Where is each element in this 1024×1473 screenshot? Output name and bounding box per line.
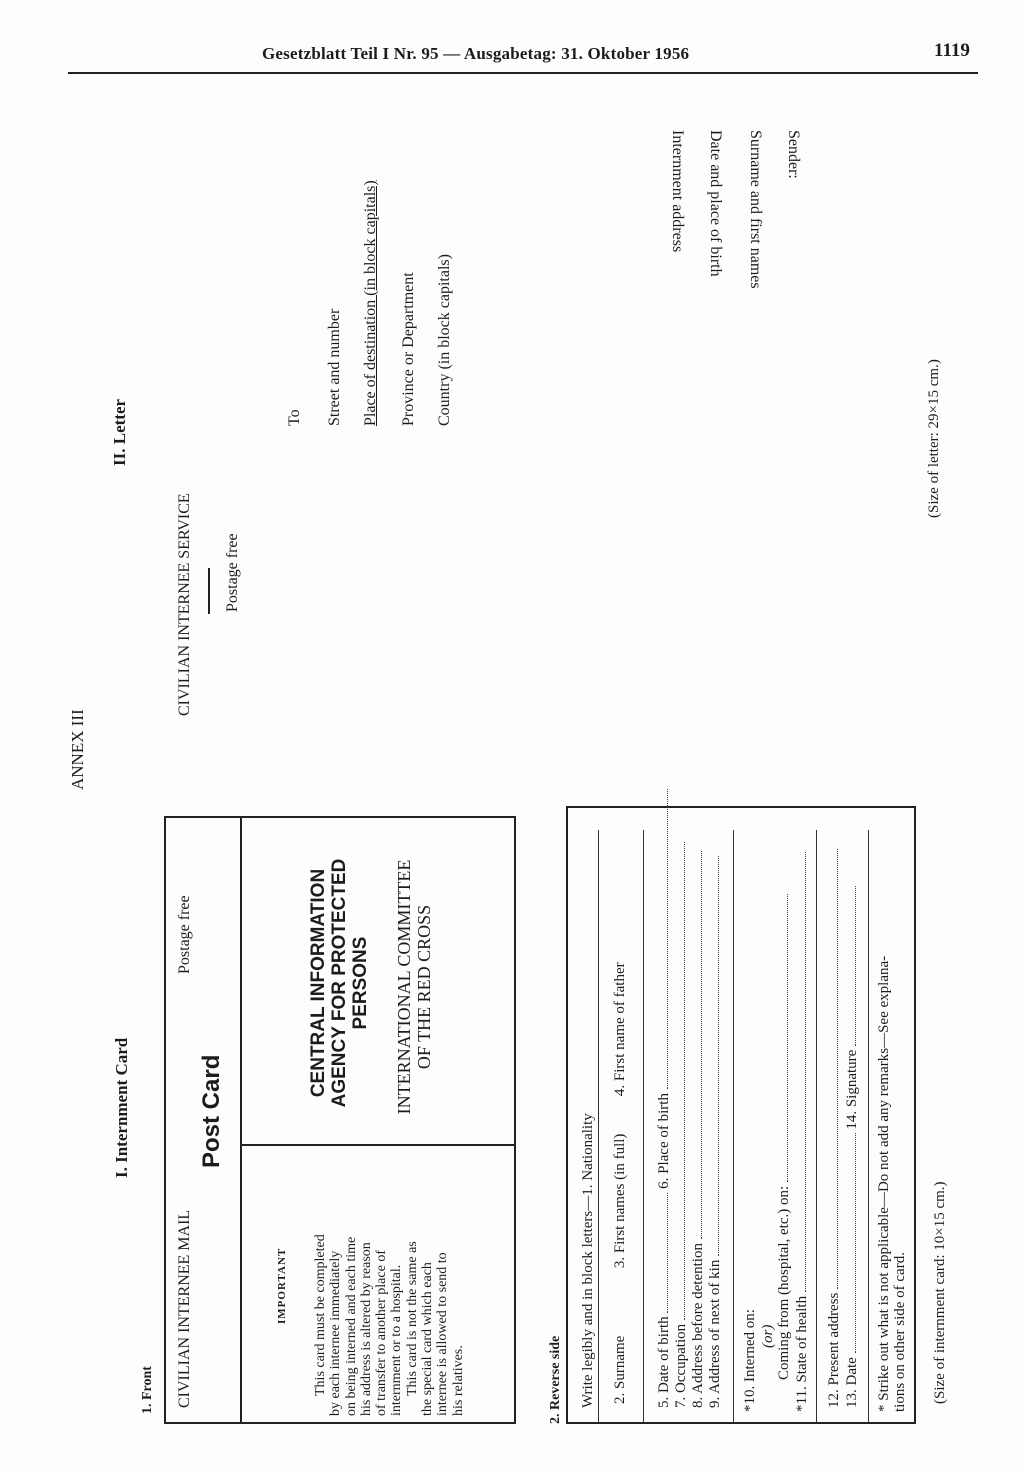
- form-line: [776, 894, 793, 1380]
- gazette-header: Gesetzblatt Teil I Nr. 95 — Ausgabetag: 31. Oktober 1956: [262, 44, 690, 63]
- important-heading: IMPORTANT: [276, 1247, 288, 1324]
- next-of-kin-label: 9. Address of next of kin: [707, 1259, 723, 1408]
- annex-title: ANNEX III: [68, 709, 87, 790]
- agency-line: PERSONS: [350, 936, 371, 1030]
- front-label: 1. Front: [140, 1366, 155, 1414]
- committee-name: [394, 841, 434, 1133]
- agency-name: [308, 854, 371, 1112]
- instruction-line: of transfer to another place of: [374, 1250, 390, 1416]
- father-name-field-label: 4. First name of father: [612, 962, 628, 1097]
- dotted-fill: [684, 842, 685, 1320]
- form-rule: [598, 830, 599, 1422]
- service-rule: [208, 568, 210, 614]
- sender-birth-label: Date and place of birth: [707, 130, 724, 277]
- dotted-fill: [667, 789, 668, 1089]
- dotted-fill: [855, 1133, 856, 1353]
- province-label: Province or Department: [400, 272, 417, 426]
- instruction-line: his relatives.: [450, 1345, 466, 1416]
- agency-line: AGENCY FOR PROTECTED: [329, 858, 350, 1108]
- sender-label: Sender:: [785, 130, 802, 179]
- dotted-fill: [667, 1193, 668, 1313]
- instruction-line: This card is not the same as: [404, 1241, 420, 1396]
- instruction-line: the special card which each: [420, 1262, 436, 1416]
- letter-title: II. Letter: [110, 398, 129, 466]
- surname-field-label: 2. Surname: [612, 1335, 628, 1404]
- instruction-line: by each internee immediately: [328, 1250, 344, 1416]
- state-of-health-label: *11. State of health: [794, 1295, 810, 1412]
- instruction-line: internee is allowed to send to: [435, 1252, 451, 1416]
- destination-label: Place of destination (in block capitals): [362, 180, 379, 426]
- form-rule: [816, 830, 817, 1422]
- reverse-side-label: 2. Reverse side: [548, 1335, 563, 1424]
- form-rule: [868, 830, 869, 1422]
- internee-service-label: CIVILIAN INTERNEE SERVICE: [176, 493, 193, 716]
- first-names-field-label: 3. First names (in full): [612, 1133, 628, 1269]
- header-divider: [68, 72, 978, 74]
- interned-on-label: *10. Interned on:: [742, 1309, 758, 1412]
- field-row-names: [612, 836, 629, 1404]
- form-line: [690, 851, 707, 1408]
- or-label: (or): [760, 1324, 776, 1348]
- internment-address-label: Internment address: [669, 130, 686, 253]
- form-line: [844, 886, 861, 1408]
- card-size-note: (Size of internment card: 10×15 cm.): [932, 1181, 948, 1404]
- form-line: [826, 849, 843, 1408]
- form-line: [673, 842, 690, 1408]
- instruction-line: This card must be completed: [313, 1234, 328, 1396]
- address-before-detention-label: 8. Address before detention: [690, 1243, 706, 1408]
- dotted-fill: [837, 849, 838, 1289]
- form-line: [707, 856, 724, 1408]
- form-rule: [643, 830, 644, 1422]
- card-divider: [242, 1144, 514, 1146]
- form-rule: [733, 830, 734, 1422]
- letter-size-note: (Size of letter: 29×15 cm.): [926, 359, 942, 518]
- occupation-label: 7. Occupation: [673, 1323, 689, 1408]
- to-label: To: [286, 409, 303, 426]
- dotted-fill: [855, 886, 856, 1046]
- committee-line: OF THE RED CROSS: [414, 904, 434, 1070]
- instruction-line: internment or to a hospital.: [389, 1264, 405, 1416]
- street-label: Street and number: [326, 308, 343, 426]
- letter-postage-label: Postage free: [224, 533, 241, 612]
- committee-line: INTERNATIONAL COMMITTEE: [394, 859, 414, 1115]
- sender-surname-label: Surname and first names: [747, 130, 764, 289]
- agency-line: CENTRAL INFORMATION: [308, 868, 329, 1098]
- footnote: [876, 956, 908, 1412]
- form-line: [794, 852, 811, 1412]
- present-address-label: 12. Present address: [826, 1292, 842, 1408]
- card-instructions: [313, 1170, 466, 1416]
- instruction-line: on being interned and each time: [343, 1236, 359, 1416]
- footnote-line: tions on other side of card.: [892, 1252, 908, 1412]
- card-divider: [240, 818, 242, 1424]
- mail-label: CIVILIAN INTERNEE MAIL: [176, 1209, 193, 1408]
- dotted-fill: [701, 851, 702, 1239]
- country-label: Country (in block capitals): [436, 254, 453, 426]
- date-of-birth-label: 5. Date of birth: [656, 1316, 672, 1408]
- internment-card-title: I. Internment Card: [112, 1037, 131, 1178]
- date-label: 13. Date: [844, 1357, 860, 1408]
- dotted-fill: [718, 856, 719, 1256]
- dotted-fill: [805, 852, 806, 1292]
- instruction-line: his address is altered by reason: [358, 1242, 374, 1416]
- dotted-fill: [787, 894, 788, 1182]
- place-of-birth-label: 6. Place of birth: [656, 1093, 672, 1189]
- form-line: [656, 789, 673, 1408]
- footnote-line: * Strike out what is not applicable—Do not add any remarks—See explana-: [876, 955, 892, 1412]
- reverse-heading: Write legibly and in block letters—1. Nationality: [580, 1113, 596, 1408]
- coming-from-label: Coming from (hospital, etc.) on:: [776, 1185, 792, 1380]
- page-number: 1119: [934, 40, 970, 61]
- signature-label: 14. Signature: [844, 1049, 860, 1130]
- post-card-title: Post Card: [198, 1054, 225, 1168]
- postage-label: Postage free: [176, 895, 193, 974]
